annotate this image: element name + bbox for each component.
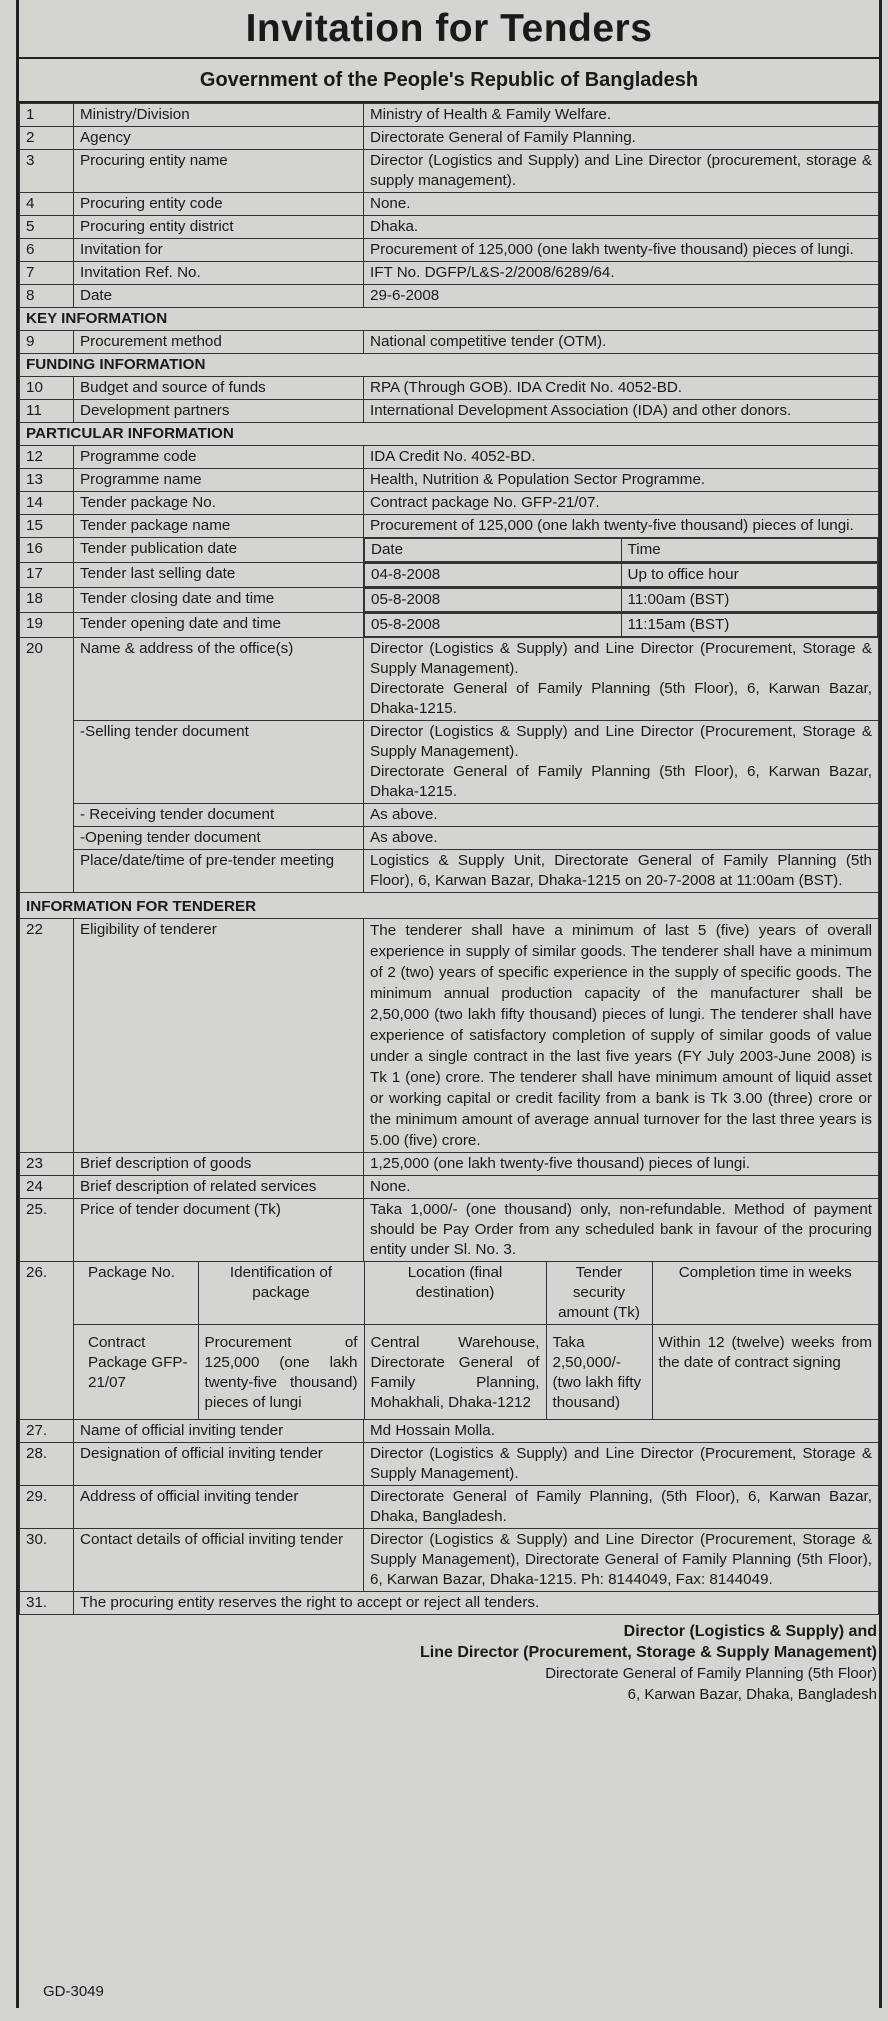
table-row	[20, 331, 879, 354]
notice-code: GD-3049	[43, 1983, 104, 2000]
row-value: IFT No. DGFP/L&S-2/2008/6289/64.	[364, 262, 879, 285]
table-row	[20, 285, 879, 308]
row-number: 9	[20, 331, 74, 354]
row-label: -Selling tender document	[74, 721, 364, 804]
package-cell: Within 12 (twelve) weeks from the date of contract signing	[652, 1325, 878, 1420]
row-label: Tender opening date and time	[74, 613, 364, 638]
date-value: 05-8-2008	[365, 614, 622, 637]
row-value: The tenderer shall have a minimum of last 5 (five) years of overall experience in supply of similar goods. The tenderer shall have a minimum of 2 (two) years of specific experience in the supply of specific goods. The minimum annual production capacity of the manufacturer shall be 2,50,000 (two lakh fifty thousand) pieces of lungi. The tenderer shall have experience of satisfactory completion of supply of similar goods of value under a single contract in the last five years (FY July 2003-June 2008) is Tk 1 (one) crore. The tenderer shall have minimum amount of liquid asset or working capital or credit facility from a bank is Tk 3.00 (three) crore or the minimum amount of average annual turnover for the last three years is 5.00 (five) crore.	[364, 919, 879, 1153]
row-value: Director (Logistics & Supply) and Line Director (Procurement, Storage & Supply Management), Directorate General of Family Planning (5th Floor), 6, Karwan Bazar, Dhaka-1215. Ph: 8144049, Fax: 8144049.	[364, 1529, 879, 1592]
row-label: Tender last selling date	[74, 563, 364, 588]
package-row	[74, 1325, 878, 1420]
table-row	[20, 193, 879, 216]
row-number: 1	[20, 104, 74, 127]
row-number: 14	[20, 492, 74, 515]
table-row	[20, 850, 879, 893]
row-label: Procuring entity code	[74, 193, 364, 216]
table-row	[20, 1592, 879, 1615]
row-value: The procuring entity reserves the right to accept or reject all tenders.	[74, 1592, 879, 1615]
section-row	[20, 354, 879, 377]
row-number: 30.	[20, 1529, 74, 1592]
row-label: Procuring entity district	[74, 216, 364, 239]
row-value: Directorate General of Family Planning, (5th Floor), 6, Karwan Bazar, Dhaka, Bangladesh.	[364, 1486, 879, 1529]
table-row	[20, 104, 879, 127]
signatory-title: Director (Logistics & Supply) and	[623, 1623, 877, 1640]
row-value: Procurement of 125,000 (one lakh twenty-five thousand) pieces of lungi.	[364, 515, 879, 538]
row-label: Programme name	[74, 469, 364, 492]
row-label: Tender publication date	[74, 538, 364, 563]
row-value: Ministry of Health & Family Welfare.	[364, 104, 879, 127]
page-subtitle: Government of the People's Republic of Bangladesh	[19, 59, 879, 103]
row-value: None.	[364, 1176, 879, 1199]
row-number: 2	[20, 127, 74, 150]
row-value: Logistics & Supply Unit, Directorate General of Family Planning (5th Floor), 6, Karwan Bazar, Dhaka-1215 on 20-7-2008 at 11:00am (BST).	[364, 850, 879, 893]
row-value: 1,25,000 (one lakh twenty-five thousand) pieces of lungi.	[364, 1153, 879, 1176]
row-label: -Opening tender document	[74, 827, 364, 850]
row-label: Procurement method	[74, 331, 364, 354]
row-label: Ministry/Division	[74, 104, 364, 127]
table-row	[20, 216, 879, 239]
table-row	[20, 919, 879, 1153]
row-number: 29.	[20, 1486, 74, 1529]
row-value: As above.	[364, 827, 879, 850]
row-label: Eligibility of tenderer	[74, 919, 364, 1153]
row-number: 18	[20, 588, 74, 613]
row-value: Director (Logistics & Supply) and Line Director (Procurement, Storage & Supply Management).	[370, 723, 872, 760]
rows-offices	[20, 638, 879, 893]
section-row	[20, 423, 879, 446]
table-row	[20, 1176, 879, 1199]
row-label: Designation of official inviting tender	[74, 1443, 364, 1486]
package-header: Identification of package	[198, 1262, 364, 1325]
package-table	[74, 1262, 878, 1419]
row-value: Contract package No. GFP-21/07.	[364, 492, 879, 515]
table-row	[20, 1420, 879, 1443]
table-row	[20, 446, 879, 469]
row-label: Contact details of official inviting tender	[74, 1529, 364, 1592]
row-value: National competitive tender (OTM).	[364, 331, 879, 354]
table-row	[20, 1153, 879, 1176]
row-label: Date	[74, 285, 364, 308]
row-number: 3	[20, 150, 74, 193]
row-number: 31.	[20, 1592, 74, 1615]
row-number: 23	[20, 1153, 74, 1176]
row-label: Development partners	[74, 400, 364, 423]
row-number: 12	[20, 446, 74, 469]
row-number: 17	[20, 563, 74, 588]
section-row	[20, 308, 879, 331]
row-label: Invitation Ref. No.	[74, 262, 364, 285]
row-number: 15	[20, 515, 74, 538]
row-number: 8	[20, 285, 74, 308]
row-number: 28.	[20, 1443, 74, 1486]
row-number: 26.	[20, 1262, 74, 1420]
row-number: 5	[20, 216, 74, 239]
row-value: Directorate General of Family Planning (5th Floor), 6, Karwan Bazar, Dhaka-1215.	[370, 680, 872, 717]
table-row	[20, 1199, 879, 1262]
section-funding: FUNDING INFORMATION	[20, 354, 879, 377]
row-number: 20	[20, 638, 74, 893]
table-row	[20, 469, 879, 492]
row-value: Taka 1,000/- (one thousand) only, non-refundable. Method of payment should be Pay Order from any scheduled bank in favour of the procuring entity under Sl. No. 3.	[364, 1199, 879, 1262]
table-row	[20, 721, 879, 804]
page-title: Invitation for Tenders	[19, 0, 879, 59]
table-row	[20, 1262, 879, 1420]
row-label: Name & address of the office(s)	[74, 638, 364, 721]
row-number: 25.	[20, 1199, 74, 1262]
row-value: Md Hossain Molla.	[364, 1420, 879, 1443]
row-value: Directorate General of Family Planning (5th Floor), 6, Karwan Bazar, Dhaka-1215.	[370, 763, 872, 800]
rows-general	[20, 104, 879, 308]
table-row	[20, 377, 879, 400]
row-number: 7	[20, 262, 74, 285]
table-row	[20, 492, 879, 515]
row-label: Name of official inviting tender	[74, 1420, 364, 1443]
section-row	[20, 893, 879, 919]
row-number: 16	[20, 538, 74, 563]
signature-block	[19, 1615, 879, 1705]
package-cell: Taka 2,50,000/- (two lakh fifty thousand)	[546, 1325, 652, 1420]
row-label: Tender closing date and time	[74, 588, 364, 613]
row-label: Brief description of goods	[74, 1153, 364, 1176]
section-particular: PARTICULAR INFORMATION	[20, 423, 879, 446]
signatory-title: Line Director (Procurement, Storage & Supply Management)	[420, 1644, 877, 1661]
table-row	[20, 239, 879, 262]
table-row	[20, 127, 879, 150]
section-key: KEY INFORMATION	[20, 308, 879, 331]
date-value: 04-8-2008	[365, 564, 622, 587]
package-header: Tender security amount (Tk)	[546, 1262, 652, 1325]
package-header: Package No.	[74, 1262, 198, 1325]
package-cell: Central Warehouse, Directorate General of Family Planning, Mohakhali, Dhaka-1212	[364, 1325, 546, 1420]
time-value: 11:15am (BST)	[621, 614, 878, 637]
tender-table	[19, 103, 879, 1615]
date-value: 05-8-2008	[365, 589, 622, 612]
row-label: Address of official inviting tender	[74, 1486, 364, 1529]
table-row	[20, 638, 879, 721]
row-number: 13	[20, 469, 74, 492]
row-label: Budget and source of funds	[74, 377, 364, 400]
signatory-address: Directorate General of Family Planning (5th Floor)	[545, 1665, 877, 1682]
time-value: Up to office hour	[621, 564, 878, 587]
section-tenderer: INFORMATION FOR TENDERER	[20, 893, 879, 919]
table-row	[20, 515, 879, 538]
table-row	[20, 150, 879, 193]
row-value: None.	[364, 193, 879, 216]
row-label: Programme code	[74, 446, 364, 469]
package-header: Completion time in weeks	[652, 1262, 878, 1325]
row-number: 24	[20, 1176, 74, 1199]
row-value: Health, Nutrition & Population Sector Programme.	[364, 469, 879, 492]
row-number: 4	[20, 193, 74, 216]
table-row	[20, 1486, 879, 1529]
row-number: 22	[20, 919, 74, 1153]
table-row	[20, 613, 879, 638]
table-row	[20, 262, 879, 285]
row-value: Director (Logistics and Supply) and Line Director (procurement, storage & supply management).	[364, 150, 879, 193]
table-row	[20, 538, 879, 563]
row-number: 11	[20, 400, 74, 423]
package-header-row	[74, 1262, 878, 1325]
rows-dates	[20, 538, 879, 638]
row-number: 10	[20, 377, 74, 400]
row-label: Procuring entity name	[74, 150, 364, 193]
package-cell: Procurement of 125,000 (one lakh twenty-five thousand) pieces of lungi	[198, 1325, 364, 1420]
row-value: IDA Credit No. 4052-BD.	[364, 446, 879, 469]
row-label: - Receiving tender document	[74, 804, 364, 827]
row-label: Place/date/time of pre-tender meeting	[74, 850, 364, 893]
row-label: Agency	[74, 127, 364, 150]
table-row	[20, 400, 879, 423]
package-cell: Contract Package GFP-21/07	[74, 1325, 198, 1420]
signatory-address: 6, Karwan Bazar, Dhaka, Bangladesh	[627, 1686, 877, 1703]
row-value: Director (Logistics & Supply) and Line Director (Procurement, Storage & Supply Management).	[364, 1443, 879, 1486]
tender-notice	[16, 0, 882, 2008]
row-number: 27.	[20, 1420, 74, 1443]
table-row	[20, 804, 879, 827]
row-value: Dhaka.	[364, 216, 879, 239]
row-label: Tender package name	[74, 515, 364, 538]
row-value: Procurement of 125,000 (one lakh twenty-five thousand) pieces of lungi.	[364, 239, 879, 262]
row-value: Director (Logistics & Supply) and Line Director (Procurement, Storage & Supply Management).	[370, 640, 872, 677]
row-value: As above.	[364, 804, 879, 827]
row-number: 6	[20, 239, 74, 262]
date-value: Date	[365, 539, 622, 562]
table-row	[20, 563, 879, 588]
table-row	[20, 827, 879, 850]
row-value: RPA (Through GOB). IDA Credit No. 4052-BD.	[364, 377, 879, 400]
row-value: 29-6-2008	[364, 285, 879, 308]
row-number: 19	[20, 613, 74, 638]
row-label: Invitation for	[74, 239, 364, 262]
row-value: Directorate General of Family Planning.	[364, 127, 879, 150]
table-row	[20, 1443, 879, 1486]
package-header: Location (final destination)	[364, 1262, 546, 1325]
table-row	[20, 588, 879, 613]
row-label: Tender package No.	[74, 492, 364, 515]
time-value: Time	[621, 539, 878, 562]
row-label: Price of tender document (Tk)	[74, 1199, 364, 1262]
row-value: International Development Association (IDA) and other donors.	[364, 400, 879, 423]
table-row	[20, 1529, 879, 1592]
time-value: 11:00am (BST)	[621, 589, 878, 612]
row-label: Brief description of related services	[74, 1176, 364, 1199]
